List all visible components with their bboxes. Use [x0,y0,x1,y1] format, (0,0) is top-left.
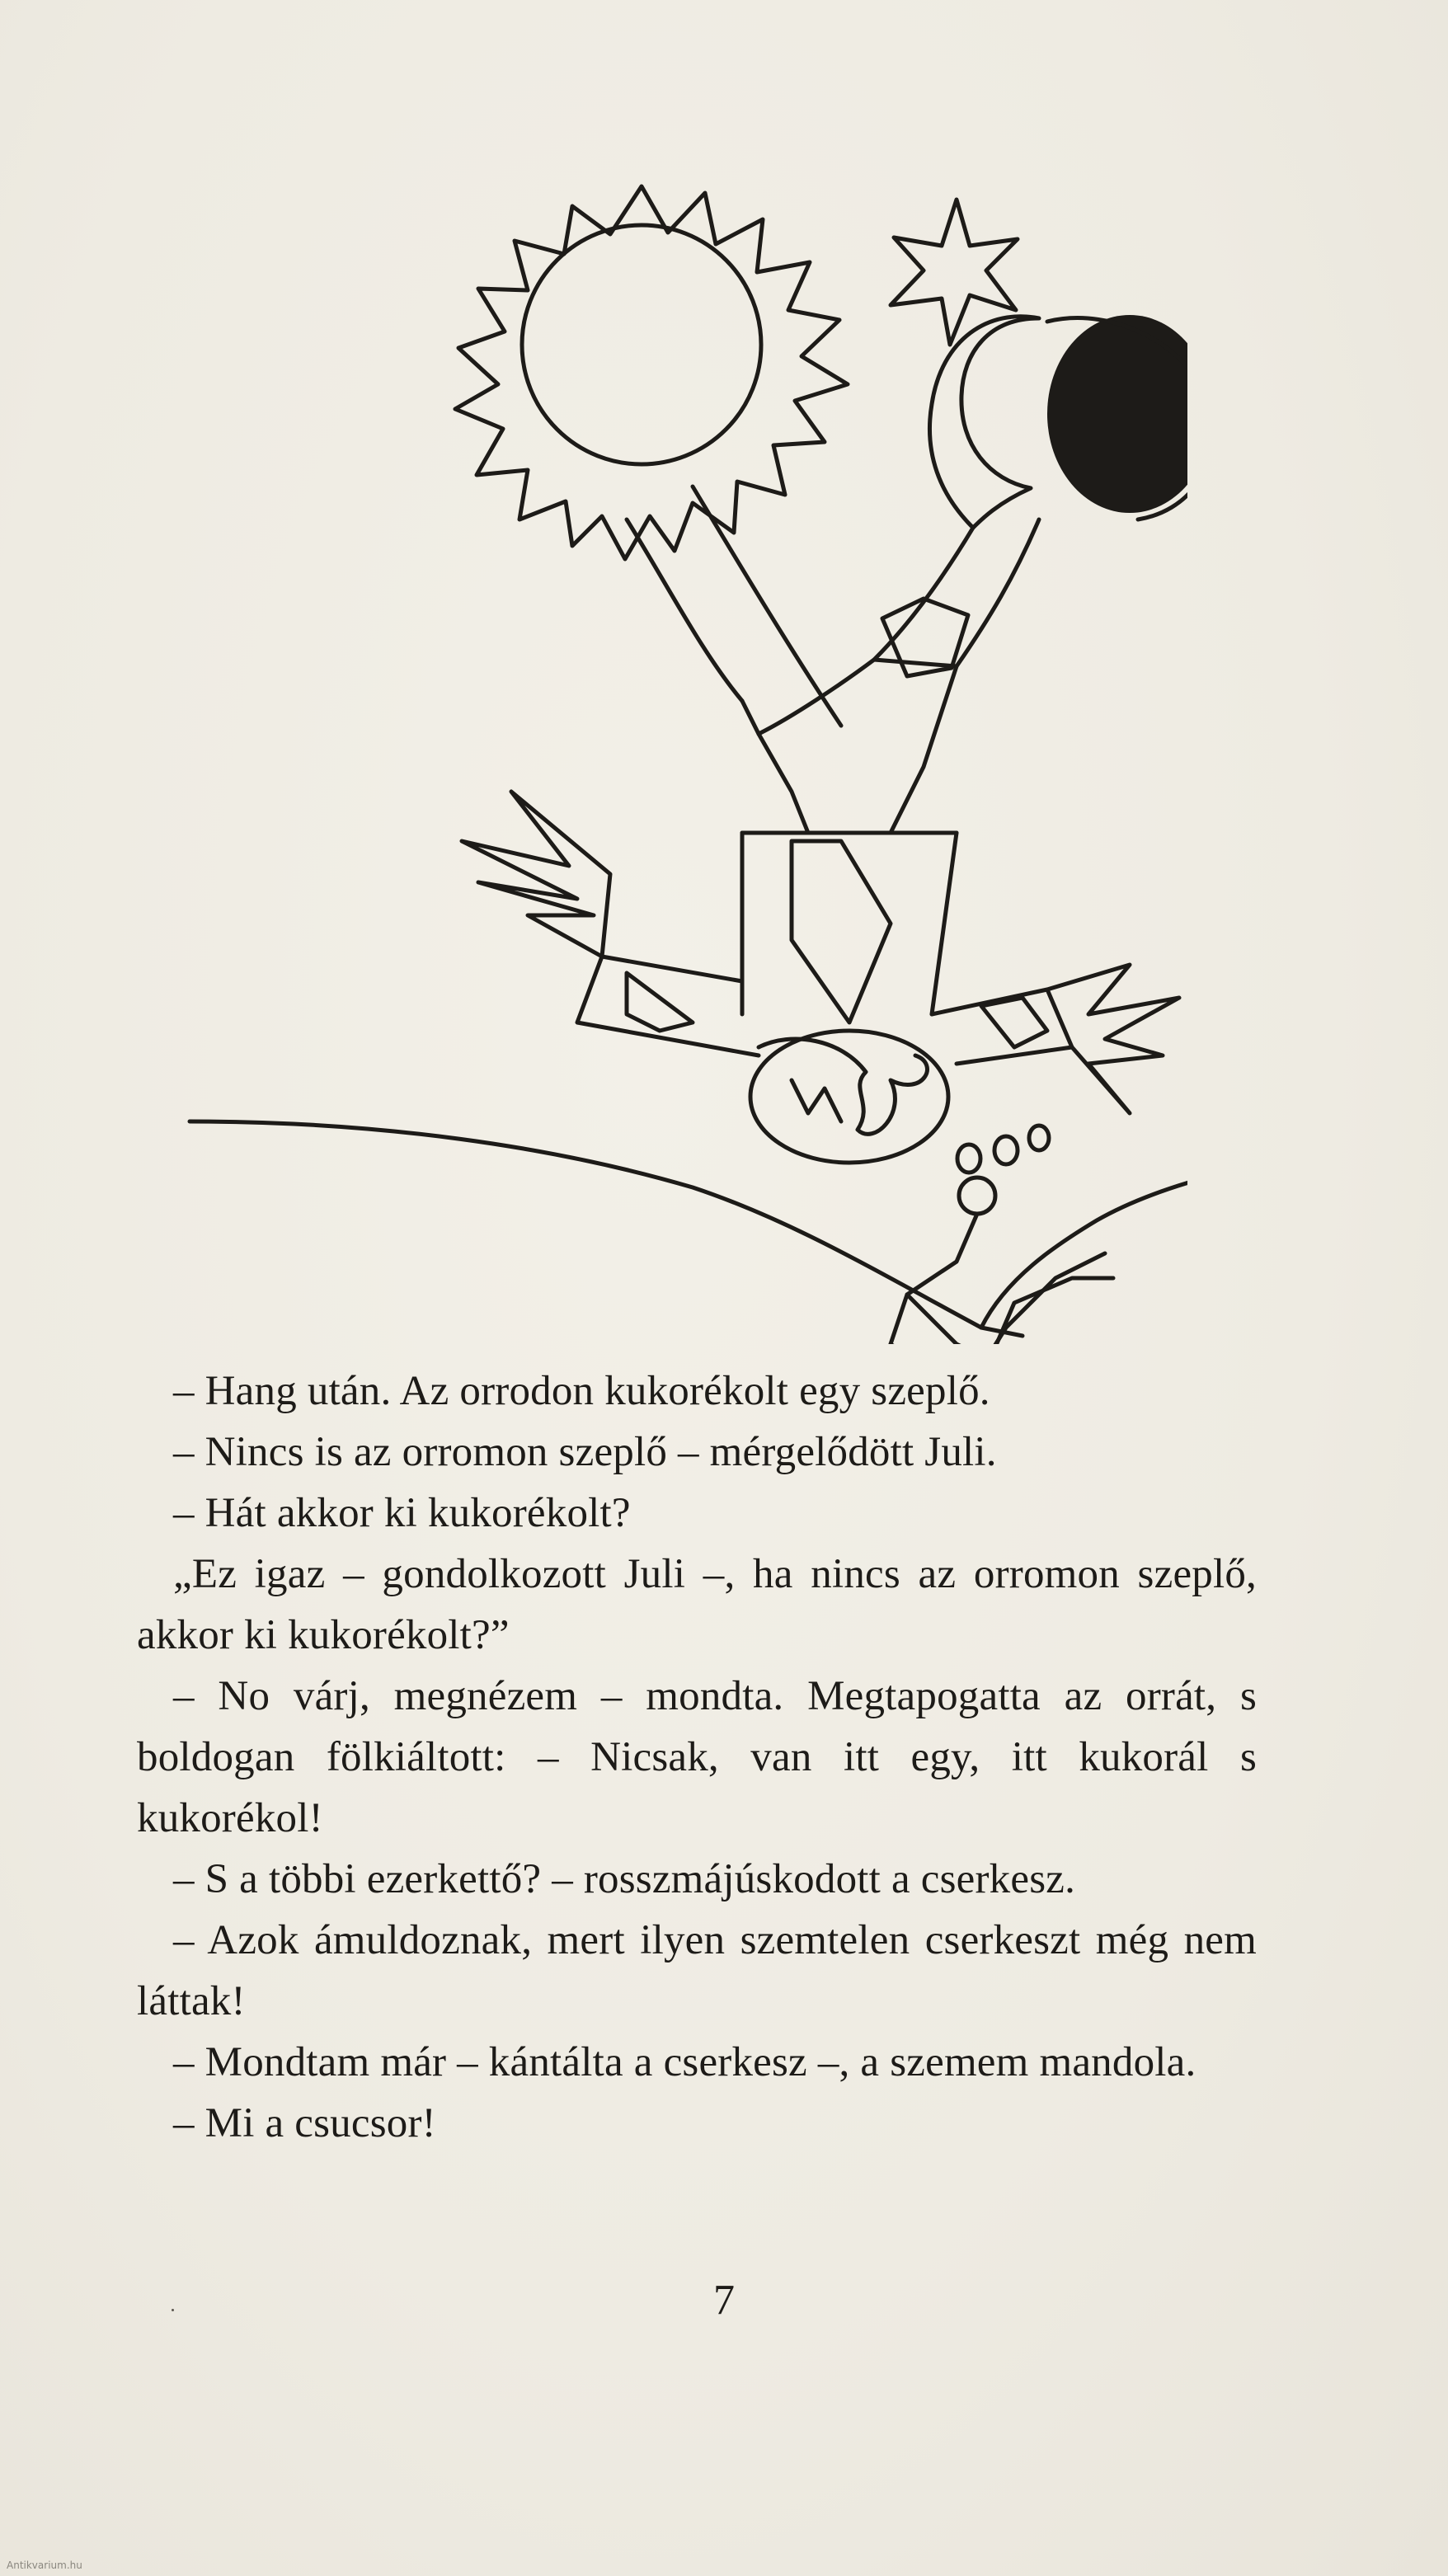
watermark: Antikvarium.hu [7,2560,82,2571]
star-icon [891,200,1018,345]
body-text [137,1361,1257,2154]
beads [957,1126,1049,1173]
paragraph: – S a többi ezerkettő? – rosszmájúskodott a cserkesz. [173,1856,1076,1902]
paragraph: – No várj, megnézem – mondta. Megtapogatta az orrát, s boldogan fölkiáltott: – Nicsak, van itt egy, itt kukorál s kukorékol! [137,1673,1257,1841]
sun-icon [455,186,848,559]
legs [891,1214,977,1344]
ground-line [190,1121,981,1328]
paragraph: – Mi a csucsor! [173,2100,436,2146]
paragraph: – Hang után. Az orrodon kukorékolt egy szeplő. [173,1368,990,1414]
torso [742,666,957,833]
paragraph: „Ez igaz – gondolkozott Juli –, ha nincs az orromon szeplő, akkor ki kukorékolt?” [137,1551,1257,1658]
moon-icon [929,315,1187,528]
torso-diamond [792,841,891,1022]
raised-arm-left [627,519,742,701]
page-number: 7 [713,2277,735,2324]
bust [750,1031,948,1163]
paragraph: – Nincs is az orromon szeplő – mérgelődött Juli. [173,1429,997,1475]
illustration-acrobat [165,157,1187,1344]
face-lines [759,1039,927,1134]
paragraph: – Hát akkor ki kukorékolt? [173,1490,631,1536]
paragraph: – Mondtam már – kántálta a cserkesz –, a szemem mandola. [173,2039,1196,2085]
raised-arm-right [874,519,1039,666]
left-hand [462,792,610,957]
paragraph: – Azok ámuldoznak, mert ilyen szemtelen cserkeszt még nem láttak! [137,1917,1257,2024]
